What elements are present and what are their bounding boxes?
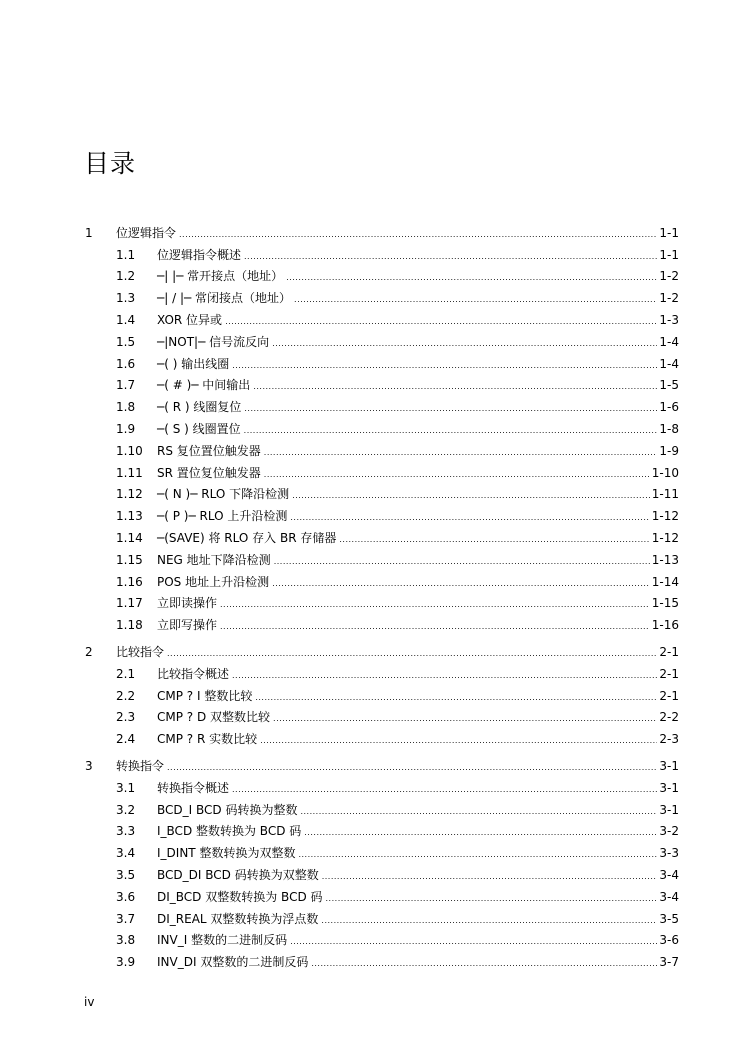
toc-dot-leader (300, 807, 657, 817)
toc-entry-title: 转换指令 (116, 758, 165, 773)
toc-entry-page: 1-12 (651, 509, 679, 524)
toc-dot-leader (304, 828, 657, 838)
toc-entry-page: 3-4 (659, 867, 679, 882)
toc-section-entry[interactable] (85, 681, 679, 703)
toc-dot-leader (264, 448, 658, 458)
toc-entry-title: INV_I 整数的二进制反码 (157, 933, 288, 948)
toc-entry-title: 立即读操作 (157, 596, 218, 611)
toc-entry-title: NEG 地址下降沿检测 (157, 552, 271, 567)
toc-entry-number: 3.5 (116, 867, 136, 882)
toc-section-entry[interactable] (85, 773, 679, 795)
toc-entry-number: 1.9 (116, 421, 136, 436)
toc-entry-page: 3-7 (659, 955, 679, 970)
toc-entry-title: RS 复位置位触发器 (157, 443, 261, 458)
toc-entry-number: 1.11 (116, 465, 143, 480)
toc-dot-leader (220, 600, 650, 610)
toc-entry-number: 3.2 (116, 802, 136, 817)
toc-entry-page: 1-8 (659, 421, 679, 436)
toc-entry-title: 转换指令概述 (157, 780, 230, 795)
toc-entry-title: POS 地址上升沿检测 (157, 574, 270, 589)
toc-entry-number: 1.2 (116, 269, 136, 284)
toc-chapter-entry[interactable] (85, 218, 679, 240)
toc-dot-leader (244, 252, 657, 262)
toc-entry-page: 3-1 (659, 780, 679, 795)
toc-dot-leader (321, 916, 657, 926)
toc-entry-page: 3-6 (659, 933, 679, 948)
toc-dot-leader (272, 339, 657, 349)
toc-dot-leader (273, 714, 657, 724)
toc-entry-title: ─( # )─ 中间输出 (157, 378, 251, 393)
toc-section-entry[interactable] (85, 545, 679, 567)
toc-chapter-entry[interactable] (85, 637, 679, 659)
toc-dot-leader (326, 894, 658, 904)
toc-entry-title: CMP ? I 整数比较 (157, 688, 253, 703)
toc-entry-title: I_BCD 整数转换为 BCD 码 (157, 824, 302, 839)
toc-dot-leader (225, 317, 657, 327)
toc-entry-number: 1.10 (116, 443, 143, 458)
toc-dot-leader (167, 649, 657, 659)
toc-entry-title: 比较指令概述 (157, 666, 230, 681)
toc-entry-page: 2-1 (659, 688, 679, 703)
toc-section-entry[interactable] (85, 567, 679, 589)
toc-entry-page: 1-4 (659, 356, 679, 371)
toc-section-entry[interactable] (85, 414, 679, 436)
toc-entry-number: 1.7 (116, 378, 136, 393)
toc-entry-title: I_DINT 整数转换为双整数 (157, 846, 296, 861)
toc-section-entry[interactable] (85, 795, 679, 817)
toc-entry-page: 3-2 (659, 824, 679, 839)
toc-dot-leader (272, 579, 650, 589)
toc-entry-number: 1.4 (116, 312, 136, 327)
toc-entry-page: 1-12 (651, 530, 679, 545)
toc-entry-title: INV_DI 双整数的二进制反码 (157, 955, 309, 970)
toc-entry-title: CMP ? D 双整数比较 (157, 710, 271, 725)
toc-entry-page: 3-5 (659, 911, 679, 926)
toc-entry-number: 1.18 (116, 618, 143, 633)
toc-entry-number: 1.12 (116, 487, 143, 502)
toc-entry-page: 1-14 (651, 574, 679, 589)
toc-entry-title: ─( S ) 线圈置位 (157, 421, 241, 436)
toc-dot-leader (244, 404, 657, 414)
toc-entry-title: DI_BCD 双整数转换为 BCD 码 (157, 889, 323, 904)
toc-entry-title: CMP ? R 实数比较 (157, 732, 258, 747)
toc-entry-page: 1-3 (659, 312, 679, 327)
toc-entry-page: 1-15 (651, 596, 679, 611)
toc-entry-page: 2-2 (659, 710, 679, 725)
toc-entry-title: ─| |─ 常开接点（地址） (157, 269, 284, 284)
toc-section-entry[interactable] (85, 703, 679, 725)
toc-section-entry[interactable] (85, 436, 679, 458)
toc-entry-number: 1.6 (116, 356, 136, 371)
toc-dot-leader (220, 622, 650, 632)
toc-entry-page: 1-10 (651, 465, 679, 480)
table-of-contents (85, 218, 679, 969)
toc-dot-leader (179, 230, 657, 240)
toc-entry-number: 1.8 (116, 400, 136, 415)
toc-entry-title: 位逻辑指令概述 (157, 247, 242, 262)
toc-chapter-entry[interactable] (85, 751, 679, 773)
toc-dot-leader (244, 426, 658, 436)
toc-entry-page: 1-1 (659, 225, 679, 240)
toc-dot-leader (292, 491, 650, 501)
toc-section-entry[interactable] (85, 371, 679, 393)
toc-entry-title: ─(SAVE) 将 RLO 存入 BR 存储器 (157, 530, 337, 545)
toc-section-entry[interactable] (85, 480, 679, 502)
page-number-footer: iv (84, 995, 95, 1009)
toc-section-entry[interactable] (85, 926, 679, 948)
toc-entry-title: ─( N )─ RLO 下降沿检测 (157, 487, 290, 502)
toc-dot-leader (294, 295, 657, 305)
toc-section-entry[interactable] (85, 947, 679, 969)
toc-dot-leader (260, 736, 657, 746)
toc-dot-leader (311, 959, 657, 969)
toc-entry-title: 比较指令 (116, 644, 165, 659)
toc-entry-page: 1-2 (659, 269, 679, 284)
toc-entry-number: 3.4 (116, 846, 136, 861)
toc-entry-title: 立即写操作 (157, 618, 218, 633)
toc-section-entry[interactable] (85, 262, 679, 284)
toc-entry-number: 1.17 (116, 596, 143, 611)
toc-dot-leader (255, 693, 657, 703)
toc-entry-page: 1-1 (659, 247, 679, 262)
toc-entry-title: DI_REAL 双整数转换为浮点数 (157, 911, 319, 926)
toc-entry-page: 1-4 (659, 334, 679, 349)
toc-entry-number: 2 (85, 644, 93, 659)
toc-dot-leader (274, 557, 650, 567)
toc-entry-title: ─| / |─ 常闭接点（地址） (157, 291, 292, 306)
toc-entry-number: 1.16 (116, 574, 143, 589)
toc-section-entry[interactable] (85, 305, 679, 327)
toc-entry-number: 3.9 (116, 955, 136, 970)
toc-section-entry[interactable] (85, 458, 679, 480)
toc-entry-number: 2.4 (116, 732, 136, 747)
toc-dot-leader (286, 273, 657, 283)
toc-entry-title: XOR 位异或 (157, 312, 223, 327)
toc-dot-leader (264, 470, 650, 480)
toc-entry-page: 1-13 (651, 552, 679, 567)
toc-entry-number: 1.14 (116, 530, 143, 545)
toc-section-entry[interactable] (85, 724, 679, 746)
toc-section-entry[interactable] (85, 817, 679, 839)
toc-section-entry[interactable] (85, 349, 679, 371)
toc-entry-number: 1.13 (116, 509, 143, 524)
page-title: 目录 (84, 149, 137, 178)
toc-entry-title: 位逻辑指令 (116, 225, 177, 240)
toc-dot-leader (290, 937, 657, 947)
toc-entry-number: 1.1 (116, 247, 136, 262)
toc-entry-page: 1-9 (659, 443, 679, 458)
toc-entry-page: 3-1 (659, 802, 679, 817)
toc-section-entry[interactable] (85, 659, 679, 681)
toc-section-entry[interactable] (85, 904, 679, 926)
toc-entry-number: 2.2 (116, 688, 136, 703)
toc-entry-page: 2-1 (659, 666, 679, 681)
toc-entry-page: 3-4 (659, 889, 679, 904)
toc-entry-page: 1-11 (651, 487, 679, 502)
toc-section-entry[interactable] (85, 501, 679, 523)
toc-entry-number: 1 (85, 225, 93, 240)
toc-section-entry[interactable] (85, 838, 679, 860)
toc-section-entry[interactable] (85, 589, 679, 611)
toc-section-entry[interactable] (85, 882, 679, 904)
toc-entry-page: 3-3 (659, 846, 679, 861)
toc-entry-number: 3.7 (116, 911, 136, 926)
toc-section-entry[interactable] (85, 860, 679, 882)
toc-entry-page: 1-5 (659, 378, 679, 393)
toc-entry-number: 3.8 (116, 933, 136, 948)
toc-section-entry[interactable] (85, 283, 679, 305)
toc-entry-title: BCD_I BCD 码转换为整数 (157, 802, 298, 817)
toc-entry-number: 3.1 (116, 780, 136, 795)
toc-section-entry[interactable] (85, 240, 679, 262)
toc-entry-title: BCD_DI BCD 码转换为双整数 (157, 867, 319, 882)
toc-entry-number: 1.15 (116, 552, 143, 567)
toc-entry-number: 3.3 (116, 824, 136, 839)
toc-entry-number: 3 (85, 758, 93, 773)
toc-dot-leader (290, 513, 649, 523)
toc-entry-page: 1-6 (659, 400, 679, 415)
toc-section-entry[interactable] (85, 523, 679, 545)
toc-dot-leader (253, 382, 657, 392)
toc-dot-leader (232, 785, 657, 795)
toc-entry-number: 1.3 (116, 291, 136, 306)
toc-dot-leader (232, 361, 657, 371)
toc-entry-title: ─( P )─ RLO 上升沿检测 (157, 509, 288, 524)
toc-entry-title: ─( ) 输出线圈 (157, 356, 230, 371)
toc-entry-page: 2-3 (659, 732, 679, 747)
toc-entry-page: 2-1 (659, 644, 679, 659)
toc-dot-leader (298, 850, 657, 860)
toc-dot-leader (167, 763, 657, 773)
toc-dot-leader (322, 872, 658, 882)
toc-entry-number: 3.6 (116, 889, 136, 904)
toc-entry-title: ─( R ) 线圈复位 (157, 400, 242, 415)
toc-entry-page: 1-16 (651, 618, 679, 633)
toc-dot-leader (339, 535, 649, 545)
toc-entry-number: 1.5 (116, 334, 136, 349)
toc-entry-page: 1-2 (659, 291, 679, 306)
toc-section-entry[interactable] (85, 392, 679, 414)
toc-section-entry[interactable] (85, 610, 679, 632)
toc-entry-number: 2.1 (116, 666, 136, 681)
toc-entry-title: ─|NOT|─ 信号流反向 (157, 334, 270, 349)
toc-entry-number: 2.3 (116, 710, 136, 725)
toc-dot-leader (232, 671, 657, 681)
toc-entry-title: SR 置位复位触发器 (157, 465, 261, 480)
toc-entry-page: 3-1 (659, 758, 679, 773)
toc-section-entry[interactable] (85, 327, 679, 349)
